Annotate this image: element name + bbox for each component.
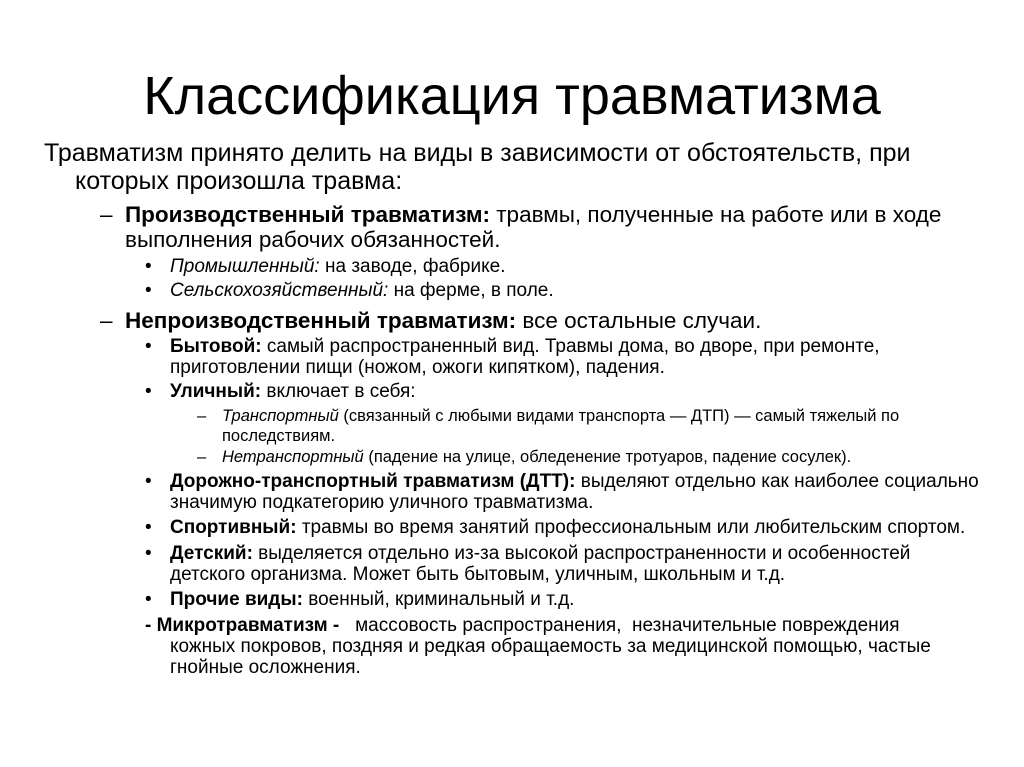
item-lead: Детский: (170, 543, 253, 564)
subtype-sports (145, 517, 1010, 538)
item-lead: Нетранспортный (222, 448, 364, 466)
item-lead: Спортивный: (170, 517, 297, 538)
bullet-marker: • (145, 381, 152, 402)
item-text: массовость распространения, незначительные повреждения кожных покровов, поздняя и редкая обращаемость за медицинской помощью, частые гнойные осложнения. (170, 615, 931, 678)
item-lead: Транспортный (222, 407, 339, 425)
item-text: самый распространенный вид. Травмы дома, во дворе, при ремонте, приготовлении пищи (ножом, ожоги кипятком), падения. (170, 336, 880, 378)
item-lead: Промышленный: (170, 256, 320, 277)
subtype-street (145, 381, 1010, 402)
item-text: на ферме, в поле. (388, 280, 554, 301)
subtype-transport (197, 406, 1012, 446)
dash-marker: – (100, 202, 113, 227)
subtype-non-transport (197, 447, 1012, 467)
bullet-marker: • (145, 471, 152, 492)
dash-marker: – (100, 308, 113, 333)
slide-title: Классификация травматизма (143, 66, 881, 126)
item-text: (падение на улице, обледенение тротуаров, падение сосулек). (363, 448, 852, 466)
subtype-children (145, 543, 1010, 585)
item-lead: Прочие виды: (170, 589, 303, 610)
intro-paragraph (44, 139, 1010, 195)
bullet-marker: • (145, 543, 152, 564)
item-text: (связанный с любыми видами транспорта — ДТП) — самый тяжелый по последствиям. (222, 407, 900, 445)
bullet-marker: • (145, 589, 152, 610)
item-text: включает в себя: (261, 381, 416, 402)
item-lead: Сельскохозяйственный: (170, 280, 389, 301)
item-lead: Непроизводственный травматизм: (125, 308, 517, 333)
microtrauma-paragraph (145, 615, 1010, 678)
item-text: на заводе, фабрике. (319, 256, 506, 277)
subtype-other (145, 589, 1010, 610)
subtype-household (145, 336, 1010, 378)
item-lead: Бытовой: (170, 336, 262, 357)
item-lead: Производственный травматизм: (125, 202, 490, 227)
occupational-injury-item (100, 202, 1010, 252)
item-text: военный, криминальный и т.д. (302, 589, 575, 610)
item-text: выделяется отдельно из-за высокой распространенности и особенностей детского организма. Может быть бытовым, уличным, школьным и т.д. (170, 543, 911, 585)
non-occupational-injury-item (100, 308, 1010, 333)
subtype-road-traffic (145, 471, 1010, 513)
bullet-marker: • (145, 256, 152, 277)
intro-text: Травматизм принято делить на виды в зависимости от обстоятельств, при которых произошла травма: (44, 139, 911, 195)
item-text: травмы во время занятий профессиональным или любительским спортом. (296, 517, 966, 538)
bullet-marker: • (145, 517, 152, 538)
item-text: выделяют отдельно как наиболее социально значимую подкатегорию уличного травматизма. (170, 471, 979, 513)
item-lead: Уличный: (170, 381, 262, 402)
subtype-industrial (145, 256, 1010, 277)
bullet-marker: • (145, 336, 152, 357)
subdash-marker: – (197, 448, 207, 466)
subtype-agricultural (145, 280, 1010, 301)
item-text: все остальные случаи. (516, 308, 762, 333)
item-lead: - Микротравматизм - (145, 615, 345, 636)
item-lead: Дорожно-транспортный травматизм (ДТТ): (170, 471, 576, 492)
item-text: травмы, полученные на работе или в ходе выполнения рабочих обязанностей. (125, 202, 942, 252)
subdash-marker: – (197, 407, 207, 425)
bullet-marker: • (145, 280, 152, 301)
